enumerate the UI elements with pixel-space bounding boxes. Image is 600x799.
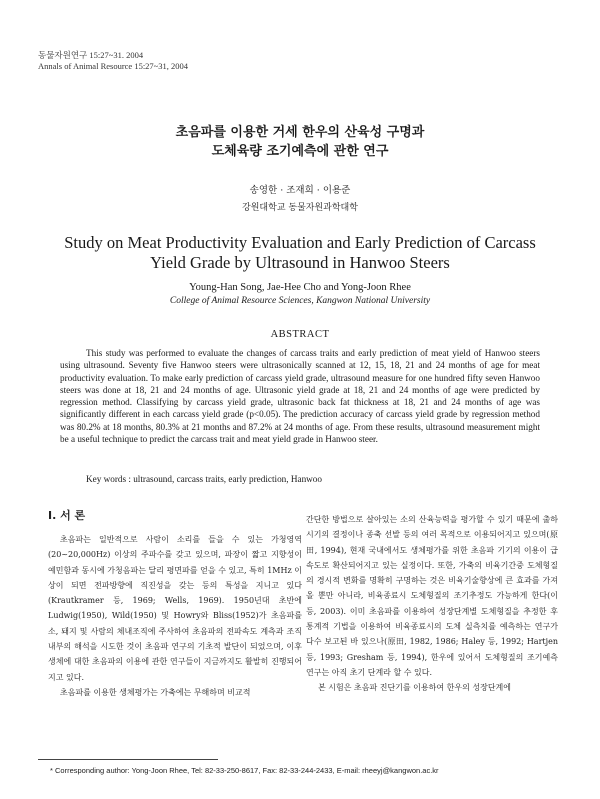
- intro-paragraph-1: 초음파는 일반적으로 사람이 소리를 들을 수 있는 가청영역(20~20,000Hz) 이상의 주파수를 갖고 있으며, 파장이 짧고 지향성이 예민함과 동시에 가청음파는 달리 평면파를 얻을 수 있고, 특히 1MHz 이상이 되면 전파방향에 직진성을 갖는 등의 특성을 지니고 있다(Krautkramer 등, 1969; Wells, 1969). 1950년대 초반에 Ludwig(1950), Wild(1950) 및 Howry와 Bliss(1952)가 초음파를 소, 돼지 및 사람의 체내조직에 주사하여 초음파의 전파속도 계측과 조직내부의 해석을 시도한 것이 초음파 연구의 기초적 발단이 되었으며, 이후 생체에 대한 초음파의 이용에 관한 연구들이 지금까지도 활발히 진행되어지고 있다.: [48, 535, 302, 682]
- right-column: [306, 512, 558, 696]
- english-title-line1: Study on Meat Productivity Evaluation and Early Prediction of Carcass: [64, 233, 536, 252]
- korean-title-line1: 초음파를 이용한 거세 한우의 산육성 구명과: [175, 125, 425, 140]
- journal-citation-english: Annals of Animal Resource 15:27~31, 2004: [38, 61, 189, 71]
- intro-paragraph-2-continued: 간단한 방법으로 살아있는 소의 산육능력을 평가할 수 있기 때문에 출하시기의 결정이나 종축 선발 등의 여러 목적으로 이용되어지고 있으며(原田, 1994), 현재 국내에서도 생체평가를 위한 초음파 기기의 이용이 급속도로 확산되어지고 있는 실정이다. 또한, 가축의 비육기간중 도체형질의 경시적 변화를 명확히 구명하는 것은 비육기술향상에 큰 효과를 가져올 뿐만 아니라, 비육종료시 도체형질의 조기추정도 가능하게 한다(이 등, 2003). 이미 초음파를 이용하여 성장단계별 도체형질을 추정한 후 통계적 기법을 이용하여 비육종료시의 도체 실측치를 예측하는 연구가 다수 보고된 바 있으나(原田, 1982, 1986; Haley 등, 1992; Hartjen 등, 1993; Gresham 등, 1994), 한우에 있어서 도체형질의 조기예측 연구는 아직 초기 단계라 할 수 있다.: [306, 515, 558, 677]
- section-heading-introduction: Ⅰ. 서 론: [48, 509, 86, 522]
- intro-paragraph-3: 본 시험은 초음파 진단기를 이용하여 한우의 성장단계에: [318, 683, 511, 693]
- korean-affiliation: 강원대학교 동물자원과학대학: [242, 203, 358, 213]
- abstract-heading: ABSTRACT: [270, 329, 330, 340]
- korean-title: [0, 123, 600, 161]
- english-title: [0, 233, 600, 273]
- journal-header: [38, 50, 188, 72]
- corresponding-author-footnote: * Corresponding author: Yong-Joon Rhee, Tel: 82-33-250-8617, Fax: 82-33-244-2433, E-mail: rheeyj@kangwon.ac.kr: [50, 766, 439, 775]
- english-title-line2: Yield Grade by Ultrasound in Hanwoo Steers: [150, 253, 450, 272]
- korean-title-line2: 도체육량 조기예측에 관한 연구: [211, 144, 389, 159]
- keywords: Key words : ultrasound, carcass traits, early prediction, Hanwoo: [86, 474, 322, 484]
- english-affiliation: College of Animal Resource Sciences, Kangwon National University: [169, 296, 431, 306]
- journal-citation-korean: 동물자원연구 15:27~31. 2004: [38, 50, 144, 60]
- english-authors: Young-Han Song, Jae-Hee Cho and Yong-Joon Rhee: [189, 282, 411, 293]
- footnote-divider: [38, 759, 218, 760]
- intro-paragraph-2: 초음파를 이용한 생체평가는 가축에는 무해하며 비교적: [60, 687, 251, 697]
- left-column: [48, 508, 302, 700]
- abstract-body: This study was performed to evaluate the changes of carcass traits and early prediction of meat yield of Hanwoo steers using ultrasound. Seventy five Hanwoo steers were ultrasonically scanned at 12, 15, 18, 21 and 24 months of age for meat productivity evaluation. To make early prediction of carcass yield grade, ultrasound measure for one hundred fifty seven Hanwoo steers was done at 18, 21 and 24 months of age. Ultrasonic yield grade at 18, 21 and 24 months of age were predicted by regression method. Classifying by carcass yield grade, ultrasonic back fat thickness at 18, 21 and 24 months of age was significantly different in each carcass yield grade (p<0.05). The prediction accuracy of carcass yield grade by regression method was 80.2% at 18 months, 80.3% at 21 months and 87.2% at 24 months of age. From these results, ultrasound measurement might be a useful technique to predict the carcass trait and meat yield grade in Hanwoo steer.: [60, 348, 540, 445]
- korean-authors: 송영한 · 조재희 · 이용준: [249, 185, 351, 196]
